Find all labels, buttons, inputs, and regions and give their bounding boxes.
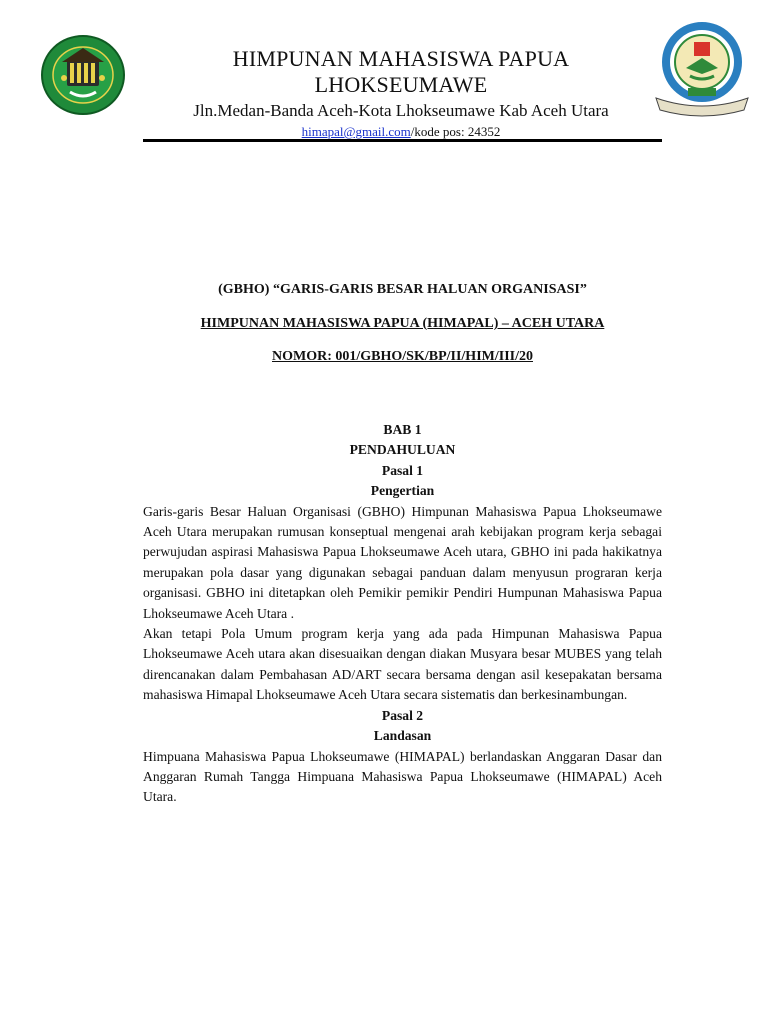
article-2-title: Landasan [373,728,432,744]
organization-address: Jln.Medan-Banda Aceh-Kota Lhokseumawe Kab Aceh Utara [193,101,609,120]
document-body [143,420,662,808]
postal-code: /kode pos: 24352 [410,124,501,139]
article-1-title: Pengertian [370,483,435,499]
document-number: NOMOR: 001/GBHO/SK/BP/II/HIM/III/20 [272,349,533,364]
organization-emblem-icon [40,34,126,116]
article-2-number: Pasal 2 [381,707,424,723]
organization-title: HIMPUNAN MAHASISWA PAPUA (HIMAPAL) – ACEH UTARA [200,316,605,331]
article-1-paragraph-1: Garis-garis Besar Haluan Organisasi (GBHO) Himpunan Mahasiswa Papua Lhokseumawe Aceh Utara merupakan rumusan konseptual mengenai arah kebijakan program kerja sebagai perwujudan aspirasi Mahasiswa Papua Lhokseumawe Aceh utara, GBHO ini pada hakikatnya merupakan pola dasar yang digunakan sebagai panduan dalam menyusun prograran kerja organisasi. GBHO ini ditetapkan oleh Pemikir pemikir Pendiri Humpunan Mahasiswa Papua Lhokseumawe Aceh Utara . [143,503,662,621]
letterhead-divider [143,139,662,142]
chapter-number: BAB 1 [383,422,422,437]
email-link[interactable]: himapal@gmail.com [301,124,411,139]
document-title: (GBHO) “GARIS-GARIS BESAR HALUAN ORGANISASI” [218,282,587,297]
document-titles [143,280,662,367]
article-2-paragraph-1: Himpuana Mahasiswa Papua Lhokseumawe (HIMAPAL) berlandaskan Anggaran Dasar dan Anggaran Rumah Tangga Himpuana Mahasiswa Papua Lhokseumawe (HIMAPAL) Aceh Utara. [143,748,662,805]
article-1-number: Pasal 1 [381,462,424,478]
organization-name-line2: LHOKSEUMAWE [314,72,488,97]
university-seal-icon [650,22,752,118]
article-1-paragraph-2: Akan tetapi Pola Umum program kerja yang ada pada Himpunan Mahasiswa Papua Lhokseumawe Aceh utara akan disesuaikan dengan diakan Musyara besar MUBES yang telah direncanakan dalam Pembahasan AD/ART secara bersama dengan asil kesepakatan bersama mahasiswa Himapal Lhokseumawe Aceh Utara secara sistematis dan berkesinambungan. [143,626,662,703]
organization-name-line1: HIMPUNAN MAHASISWA PAPUA [232,46,570,71]
chapter-title: PENDAHULUAN [349,442,456,458]
letterhead [140,46,662,141]
